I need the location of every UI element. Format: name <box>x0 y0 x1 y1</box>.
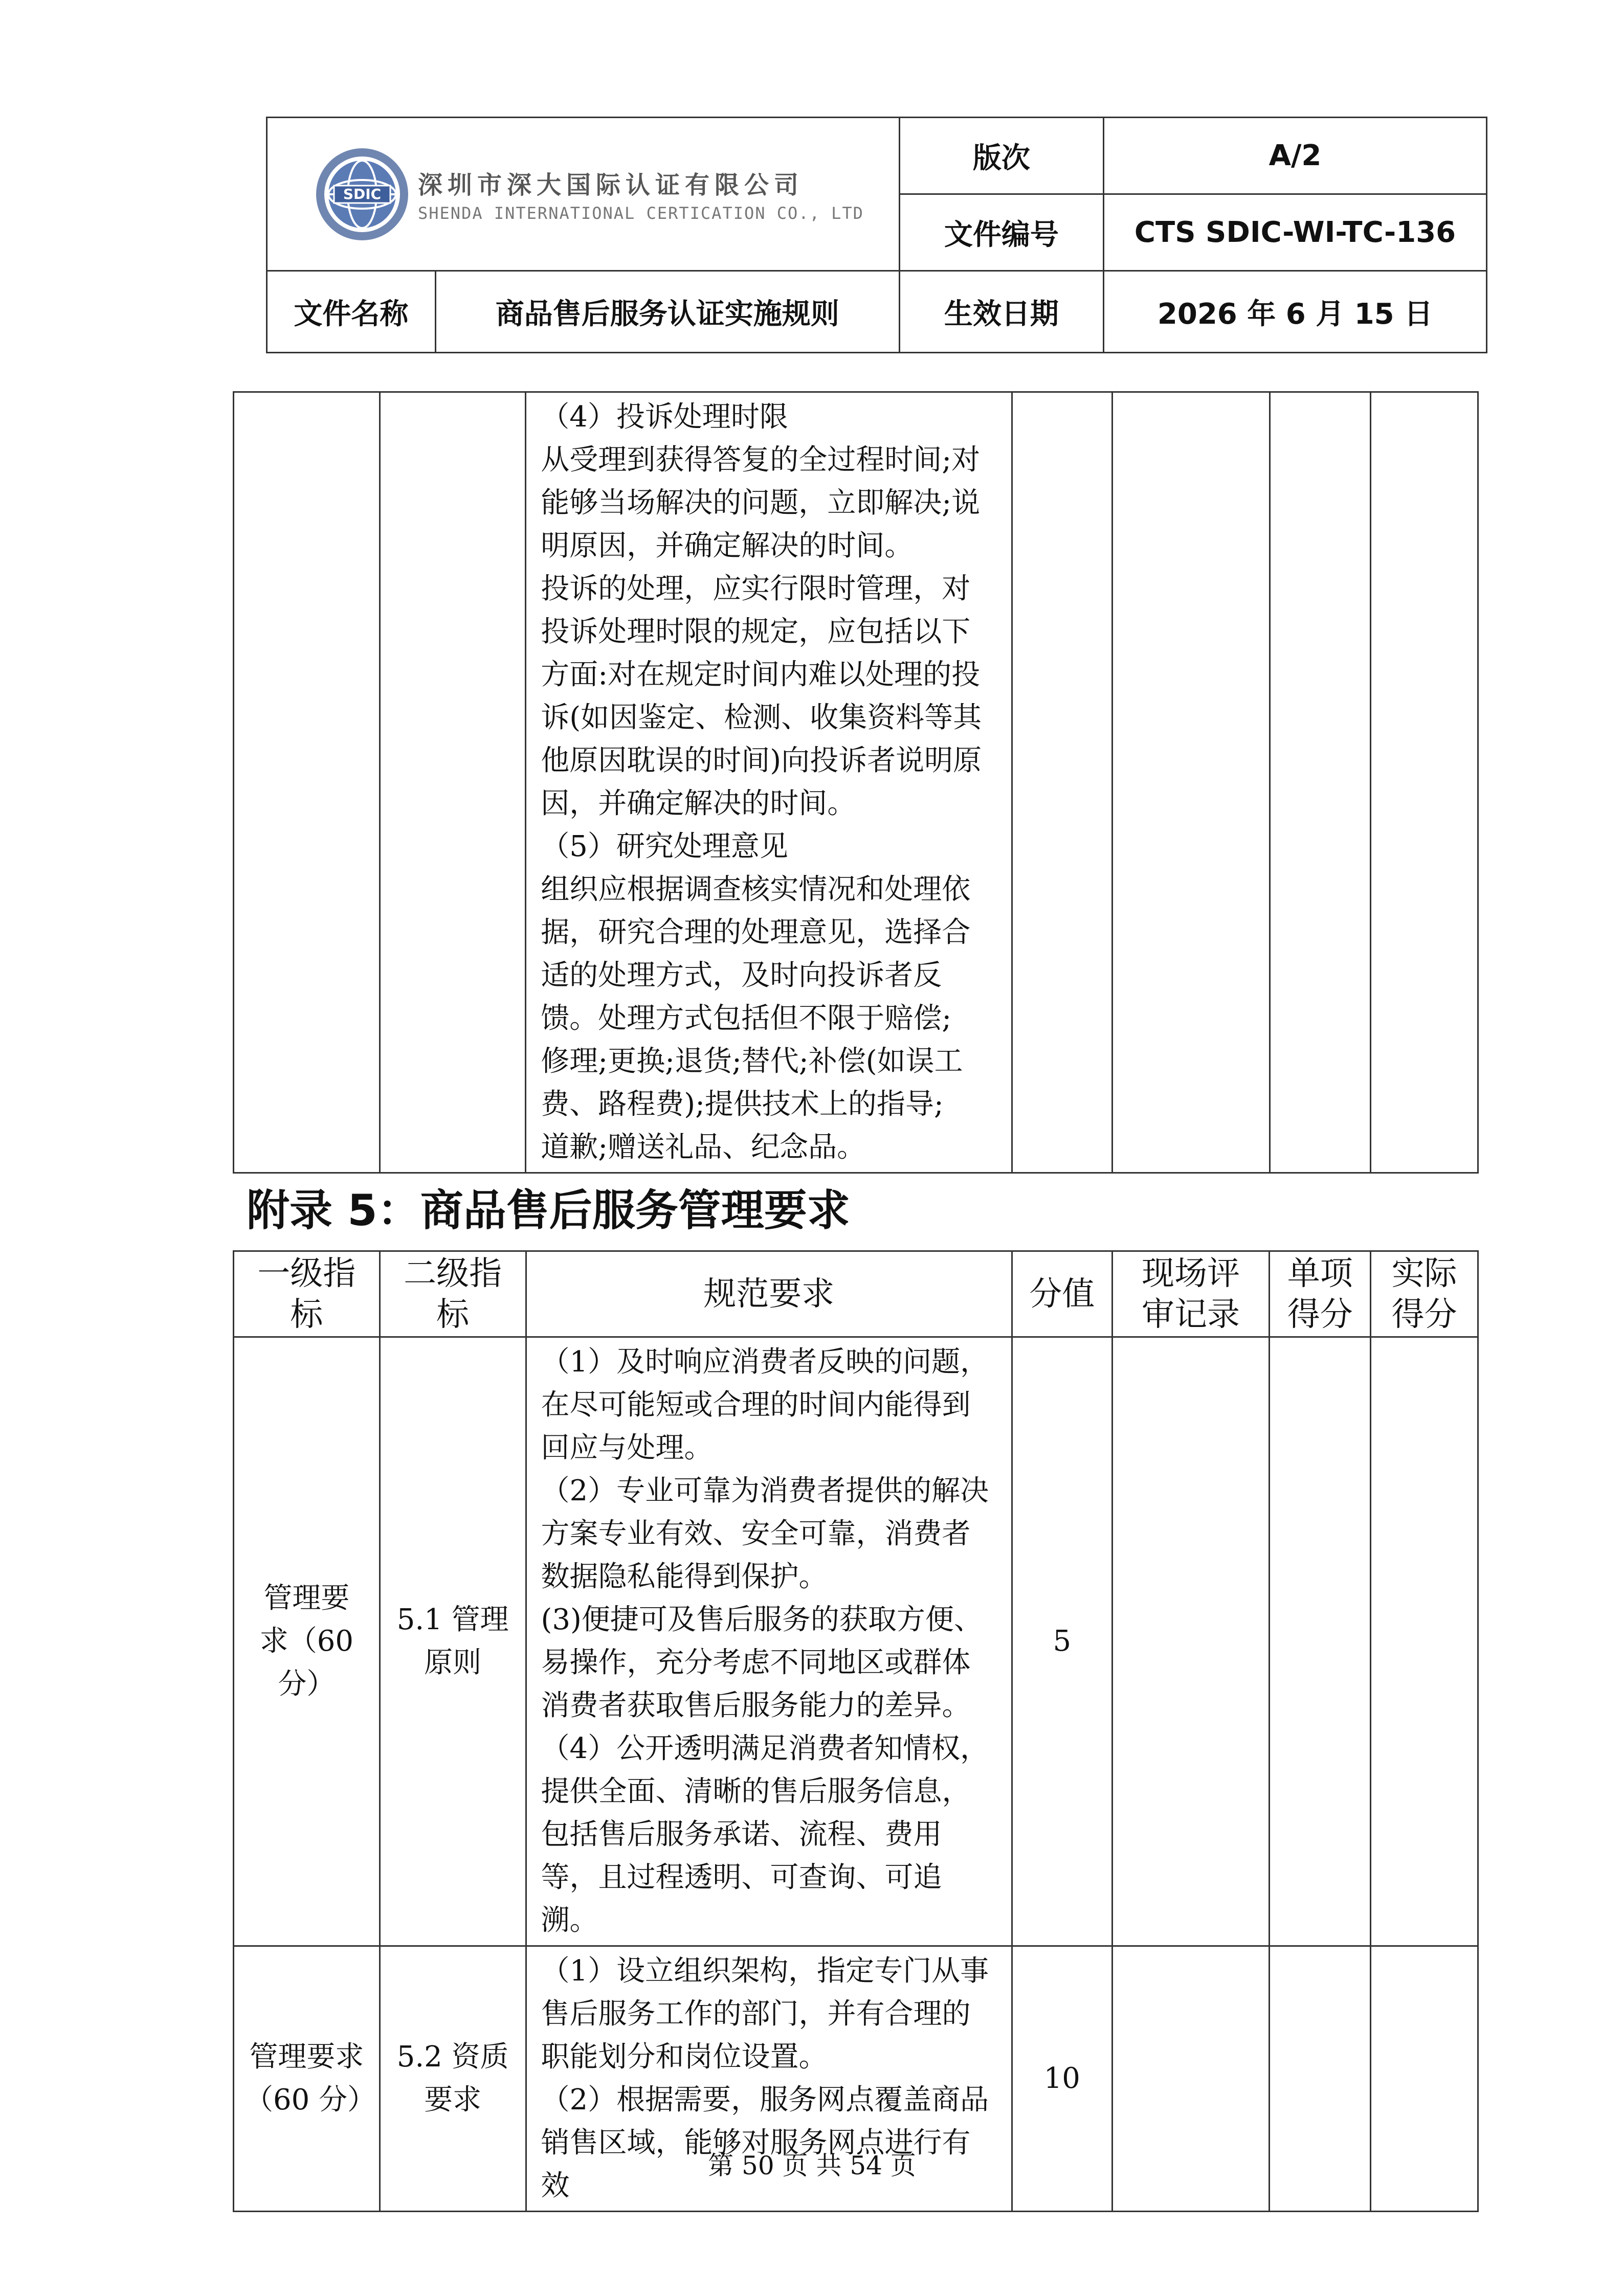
review-record-cell <box>1112 1337 1270 1946</box>
version-label: 版次 <box>899 118 1103 194</box>
level1-cell: 管理要求（60 分） <box>234 1337 380 1946</box>
document-header <box>266 117 1487 353</box>
review-record-cell-empty <box>1112 392 1270 1173</box>
company-name-cn: 深圳市深大国际认证有限公司 <box>418 171 804 199</box>
requirement-line: 从受理到获得答复的全过程时间;对能够当场解决的问题，立即解决;说明原因，并确定解决的时间。 <box>541 443 981 562</box>
level2-cell-empty <box>380 392 526 1173</box>
level2-cell: 5.2 资质要求 <box>380 1946 526 2212</box>
requirement-line: （1）及时响应消费者反映的问题，在尽可能短或合理的时间内能得到回应与处理。 <box>541 1345 989 1465</box>
header-actual-score: 实际得分 <box>1371 1251 1478 1337</box>
item-score-cell-empty <box>1270 392 1371 1173</box>
header-level2: 二级指标 <box>380 1251 526 1337</box>
docno-label: 文件编号 <box>899 194 1103 271</box>
actual-score-cell <box>1371 1337 1478 1946</box>
company-logo-icon <box>314 146 411 243</box>
requirement-line: （1）设立组织架构，指定专门从事售后服务工作的部门，并有合理的职能划分和岗位设置。 <box>541 1954 989 2074</box>
header-score: 分值 <box>1012 1251 1112 1337</box>
requirement-line: (3)便捷可及售后服务的获取方便、易操作，充分考虑不同地区或群体消费者获取售后服务能力的差异。 <box>541 1603 983 1722</box>
level1-cell-empty <box>234 392 380 1173</box>
version-value: A/2 <box>1104 118 1487 194</box>
header-item-score: 单项得分 <box>1270 1251 1371 1337</box>
header-requirement: 规范要求 <box>526 1251 1012 1337</box>
table-header-row <box>234 1251 1478 1337</box>
requirement-line: （4）公开透明满足消费者知情权，提供全面、清晰的售后服务信息，包括售后服务承诺、流程、费用等，且过程透明、可查询、可追溯。 <box>541 1732 989 1937</box>
company-logo-cell <box>267 118 900 271</box>
score-cell: 10 <box>1012 1946 1112 2212</box>
actual-score-cell-empty <box>1371 392 1478 1173</box>
company-name-en: SHENDA INTERNATIONAL CERTICATION CO., LTD <box>418 204 864 223</box>
page-number: 第 50 页 共 54 页 <box>708 2151 916 2180</box>
header-review-record: 现场评审记录 <box>1112 1251 1270 1337</box>
requirement-line: 道歉;赠送礼品、纪念品。 <box>541 1131 866 1164</box>
appendix-title: 附录 5：商品售后服务管理要求 <box>247 1185 850 1235</box>
requirement-line: （4）投诉处理时限 <box>541 400 788 434</box>
header-level1: 一级指标 <box>234 1251 380 1337</box>
continued-table <box>233 391 1479 1174</box>
docno-value: CTS SDIC-WI-TC-136 <box>1104 194 1487 271</box>
requirement-line: （2）根据需要，服务网点覆盖商品销售区域，能够对服务网点进行有效 <box>541 2083 989 2202</box>
requirement-line: 修理;更换;退货;替代;补偿(如误工费、路程费);提供技术上的指导; <box>541 1045 963 1121</box>
effective-value: 2026 年 6 月 15 日 <box>1104 271 1487 353</box>
requirement-line: 投诉的处理，应实行限时管理，对投诉处理时限的规定，应包括以下方面:对在规定时间内难以处理的投诉(如因鉴定、检测、收集资料等其他原因耽误的时间)向投诉者说明原因，并确定解决的时间。 <box>541 572 982 820</box>
svg-text:SDIC: SDIC <box>343 185 382 202</box>
effective-label: 生效日期 <box>899 271 1103 353</box>
requirement-line: 组织应根据调查核实情况和处理依据，研究合理的处理意见，选择合适的处理方式，及时向投诉者反馈。处理方式包括但不限于赔偿; <box>541 873 971 1035</box>
requirement-line: （2）专业可靠为消费者提供的解决方案专业有效、安全可靠，消费者数据隐私能得到保护。 <box>541 1474 989 1593</box>
score-cell: 5 <box>1012 1337 1112 1946</box>
docname-label: 文件名称 <box>267 271 436 353</box>
appendix-table <box>233 1250 1479 2212</box>
requirement-cell <box>526 392 1012 1173</box>
item-score-cell <box>1270 1337 1371 1946</box>
requirement-line: （5）研究处理意见 <box>541 830 788 863</box>
level1-cell: 管理要求（60 分） <box>234 1946 380 2212</box>
score-cell-empty <box>1012 392 1113 1173</box>
docname-value: 商品售后服务认证实施规则 <box>435 271 899 353</box>
requirement-cell <box>526 1337 1012 1946</box>
level2-cell: 5.1 管理原则 <box>380 1337 526 1946</box>
table-row <box>234 1337 1478 1946</box>
